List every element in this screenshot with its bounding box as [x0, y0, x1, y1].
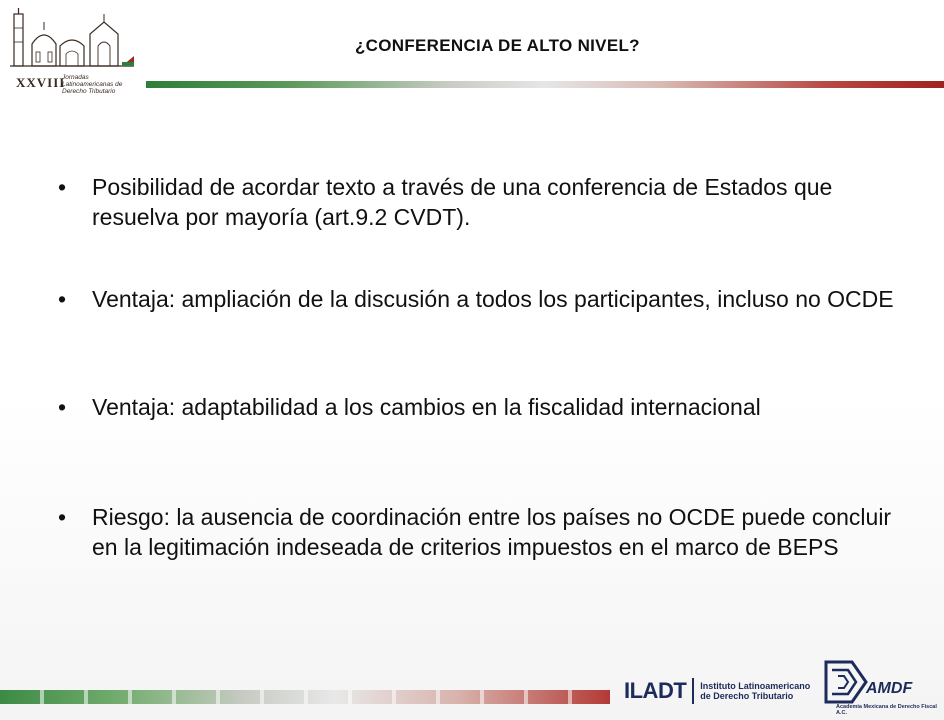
bullet-marker: •: [58, 286, 67, 312]
monument-skyline-icon: [10, 8, 138, 74]
bullet-text: Ventaja: ampliación de la discusión a todos los participantes, incluso no OCDE: [92, 286, 894, 312]
bullet-marker: •: [58, 504, 67, 530]
bullet-text: Posibilidad de acordar texto a través de una conferencia de Estados que resuelva por mayoría (art.9.2 CVDT).: [92, 174, 833, 230]
bullet-item: [58, 172, 898, 232]
amdf-mark: AMDF: [866, 680, 913, 697]
iladt-mark: ILADT: [624, 678, 687, 703]
iladt-divider: [692, 678, 694, 704]
header-stripe: [146, 81, 944, 88]
bullet-marker: •: [58, 394, 67, 420]
bullet-item: [58, 502, 898, 562]
iladt-logo: [624, 676, 810, 706]
footer-stripe: [0, 690, 610, 704]
logo-subtitle: Jornadas Latinoamericanas de Derecho Tributario: [62, 74, 123, 95]
bullet-item: [58, 392, 761, 422]
bullet-marker: •: [58, 174, 67, 200]
logo-roman-numeral: XXVIII: [16, 75, 66, 90]
bullet-text: Ventaja: adaptabilidad a los cambios en la fiscalidad internacional: [92, 394, 761, 420]
slide-title: ¿CONFERENCIA DE ALTO NIVEL?: [355, 36, 640, 55]
bullet-item: [58, 284, 894, 314]
iladt-name: Instituto Latinoamericano de Derecho Tributario: [700, 681, 811, 701]
amdf-name: Academia Mexicana de Derecho Fiscal A.C.: [836, 704, 937, 716]
jornadas-logo: [10, 8, 138, 95]
bullet-text: Riesgo: la ausencia de coordinación entre los países no OCDE puede concluir en la legitimación indeseada de criterios impuestos en el marco de BEPS: [92, 504, 892, 560]
